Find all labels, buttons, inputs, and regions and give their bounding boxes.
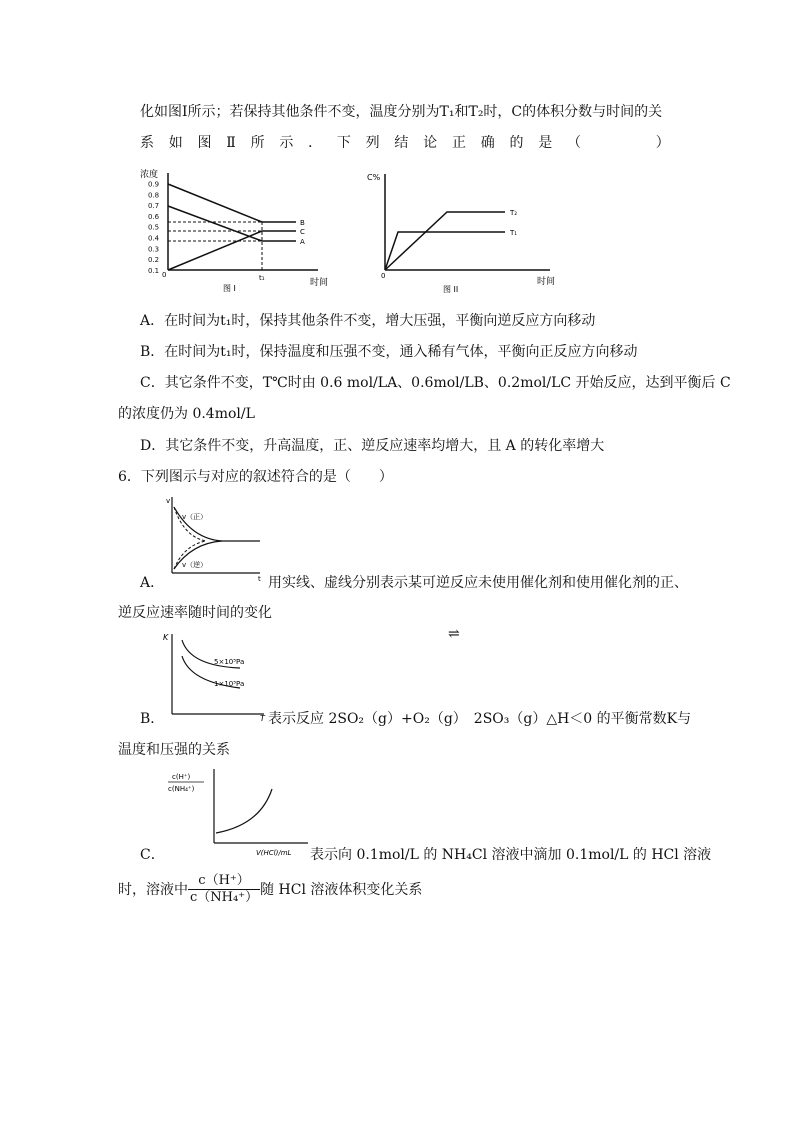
intro-line-2-char: 正 — [451, 135, 466, 151]
equilibrium-symbol: ⇌ — [448, 626, 460, 642]
q6-a-ylabel: v — [166, 497, 171, 505]
graph-2-axes — [385, 174, 550, 270]
graph-2-origin: 0 — [381, 272, 386, 280]
graph-1-ytick: 0.3 — [148, 245, 160, 254]
intro-line-2-char: 如 — [168, 135, 183, 151]
intro-line-2-char: Ⅱ — [226, 135, 236, 151]
graph-1-caption: 图 I — [223, 284, 236, 293]
q5-option-d: D．其它条件不变，升高温度，正、逆反应速率均增大，且 A 的转化率增大 — [140, 438, 605, 454]
graph-2-xlabel: 时间 — [537, 277, 556, 287]
graph-1-t-label: t₁ — [259, 274, 265, 282]
q6-stem: 6．下列图示与对应的叙述符合的是（ ） — [118, 469, 393, 485]
q6-a-upper-label: v（正） — [182, 513, 208, 521]
q6-c-text-1: 表示向 0.1mol/L 的 NH₄Cl 溶液中滴加 0.1mol/L 的 HCl 溶液 — [310, 847, 712, 863]
ratio-numerator: c（H⁺） — [188, 873, 260, 890]
label-t2: T₂ — [510, 209, 518, 217]
q6-b-p2-label: 1×10⁵Pa — [214, 680, 245, 688]
curve-t1 — [385, 232, 505, 270]
intro-line-2-char: 论 — [423, 135, 438, 151]
q6-c-text-2-post: 随 HCl 溶液体积变化关系 — [260, 881, 423, 898]
intro-line-1: 化如图Ⅰ所示；若保持其他条件不变，温度分别为T₁和T₂时，C的体积分数与时间的关 — [140, 104, 663, 120]
label-t1: T₁ — [510, 229, 518, 237]
q6-b-p1-label: 5×10⁵Pa — [214, 658, 245, 666]
q5-option-c-line1: C．其它条件不变，T℃时由 0.6 mol/LA、0.6mol/LB、0.2mol/LC 开始反应，达到平衡后 C — [140, 375, 731, 391]
graph-2-curves — [385, 212, 505, 270]
intro-line-2-char: 确 — [480, 135, 495, 151]
q6-c-y-den: c(NH₄⁺) — [168, 785, 195, 793]
graph-1-ytick: 0.1 — [148, 266, 160, 275]
graph-1-dashed — [168, 222, 262, 270]
q6-c-label: C． — [140, 847, 165, 863]
intro-line-2-char: 结 — [394, 135, 409, 151]
q6-b-text-2: 温度和压强的关系 — [118, 742, 230, 758]
graph-1-ytick: 0.5 — [148, 223, 160, 232]
graph-2 — [365, 168, 565, 293]
q6-c-text-2-pre: 时，溶液中 — [118, 881, 188, 898]
graph-1-ytick: 0.9 — [148, 180, 160, 189]
q5-option-a: A．在时间为t₁时，保持其他条件不变，增大压强，平衡向逆反应方向移动 — [140, 313, 596, 329]
graph-1-ytick: 0.2 — [148, 256, 160, 265]
label-c: C — [300, 228, 305, 236]
intro-line-2-char: 系 — [140, 135, 154, 151]
label-a: A — [300, 238, 305, 246]
intro-line-2-char: 的 — [509, 135, 524, 151]
intro-line-2-char: 是 — [538, 135, 553, 151]
q6-b-label: B． — [140, 711, 165, 727]
graph-1-ylabel: 浓度 — [140, 170, 159, 180]
graph-2-ylabel: C% — [367, 173, 381, 182]
curve-b — [168, 184, 262, 222]
q6-b-text-1: 表示反应 2SO₂（g）+O₂（g） 2SO₃（g）△H＜0 的平衡常数K与 — [268, 711, 692, 727]
label-b: B — [300, 219, 305, 227]
q6-b-graph — [160, 630, 270, 722]
graph-1-ytick: 0.8 — [148, 191, 160, 200]
graph-1-ytick: 0.7 — [148, 202, 160, 211]
curve-a — [168, 206, 262, 241]
graph-2-caption: 图 II — [443, 285, 459, 293]
graph-1-curves — [168, 184, 296, 270]
intro-line-2-char: （ — [567, 135, 581, 151]
q5-option-c-line2: 的浓度仍为 0.4mol/L — [118, 406, 255, 422]
q6-a-text-1: 用实线、虚线分别表示某可逆反应未使用催化剂和使用催化剂的正、 — [268, 575, 688, 591]
intro-line-2-char: ） — [655, 135, 670, 151]
curve-c — [168, 231, 262, 270]
intro-line-2-char: 所 — [250, 135, 265, 151]
q6-a-label: A． — [140, 575, 165, 591]
curve-t2 — [385, 212, 505, 270]
ratio-denominator: c（NH₄⁺） — [190, 890, 259, 905]
q6-a-text-2: 逆反应速率随时间的变化 — [118, 605, 272, 621]
q6-a-lower-label: v（逆） — [182, 561, 208, 569]
intro-line-2-char: 列 — [365, 135, 380, 151]
intro-line-2-char: 示 — [279, 135, 294, 151]
intro-line-2-char: 图 — [197, 135, 212, 151]
graph-1-ytick: 0.4 — [148, 234, 160, 243]
intro-line-2 — [140, 133, 670, 153]
graph-1-xlabel: 时间 — [310, 278, 329, 288]
graph-1 — [138, 165, 338, 295]
q6-b-ylabel: K — [163, 633, 169, 642]
intro-line-2-char: 下 — [336, 135, 351, 151]
q6-c-xlabel: V(HCl)/mL — [256, 849, 292, 857]
ratio-fraction — [188, 873, 260, 906]
q6-a-xlabel: t — [258, 575, 261, 583]
graph-1-ytick: 0.6 — [148, 212, 160, 221]
q6-b-xlabel: T — [260, 714, 265, 722]
q6-c-text-2 — [118, 873, 422, 906]
graph-1-origin: 0 — [162, 271, 167, 279]
intro-line-2-char: ． — [308, 135, 323, 151]
q5-option-b: B．在时间为t₁时，保持温度和压强不变，通入稀有气体，平衡向正反应方向移动 — [140, 344, 638, 360]
q6-c-graph — [160, 765, 310, 860]
q6-c-y-num: c(H⁺) — [172, 773, 191, 781]
q6-a-graph — [162, 493, 267, 583]
